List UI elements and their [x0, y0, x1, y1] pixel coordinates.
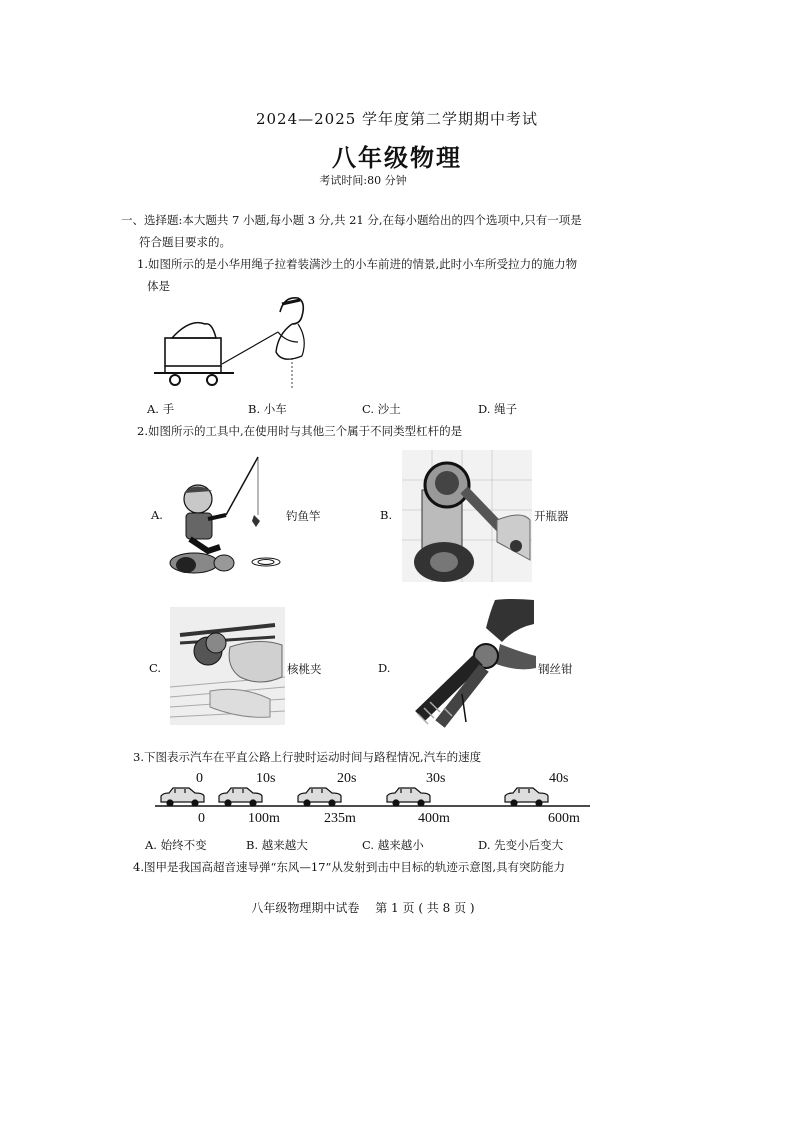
q2-option-a-letter: A.: [151, 508, 163, 522]
q3-option-c: C. 越来越小: [362, 838, 424, 852]
q2-option-b-letter: B.: [380, 508, 393, 522]
time-label-30s: 30s: [426, 771, 446, 786]
fishing-boy-image: [168, 455, 288, 580]
time-label-20s: 20s: [337, 771, 357, 786]
distance-label-0: 0: [198, 811, 205, 826]
q2-option-c-letter: C.: [149, 661, 162, 675]
q1-cart-figure: [150, 294, 320, 394]
q1-text-line2: 体是: [147, 279, 170, 293]
q1-option-b: B. 小车: [248, 402, 287, 416]
car-icon: [387, 788, 430, 806]
q4-text: 4.图甲是我国高超音速导弹“东风—17”从发射到击中目标的轨迹示意图,具有突防能力: [133, 860, 566, 874]
time-label-0: 0: [196, 771, 203, 786]
q1-option-a: A. 手: [147, 402, 175, 416]
car-icon: [161, 788, 204, 806]
subject-title: 八年级物理: [332, 143, 462, 172]
distance-label-235m: 235m: [324, 811, 356, 826]
distance-label-100m: 100m: [248, 811, 280, 826]
q3-option-a: A. 始终不变: [145, 838, 207, 852]
q2-text: 2.如图所示的工具中,在使用时与其他三个属于不同类型杠杆的是: [137, 424, 463, 438]
bottle-opener-image: [402, 450, 532, 582]
q2-option-d-letter: D.: [378, 661, 391, 675]
time-label-10s: 10s: [256, 771, 276, 786]
car-motion-diagram: [155, 784, 595, 810]
page-footer: 八年级物理期中试卷 第 1 页 ( 共 8 页 ): [251, 901, 475, 915]
distance-label-400m: 400m: [418, 811, 450, 826]
car-icon: [219, 788, 262, 806]
distance-label-600m: 600m: [548, 811, 580, 826]
q1-option-c: C. 沙土: [362, 402, 401, 416]
q3-option-b: B. 越来越大: [246, 838, 308, 852]
q2-tool-label-c: 核桃夹: [287, 662, 322, 676]
q3-option-d: D. 先变小后变大: [478, 838, 564, 852]
time-label-40s: 40s: [549, 771, 569, 786]
exam-title: 2024—2025 学年度第二学期期中考试: [255, 110, 539, 128]
q2-tool-label-a: 钓鱼竿: [286, 509, 321, 523]
exam-time: 考试时间:80 分钟: [319, 174, 407, 187]
q1-text-line1: 1.如图所示的是小华用绳子拉着装满沙土的小车前进的情景,此时小车所受拉力的施力物: [137, 257, 578, 271]
q1-option-d: D. 绳子: [478, 402, 518, 416]
section-instructions-line2: 符合题目要求的。: [139, 235, 231, 249]
car-icon: [298, 788, 341, 806]
nutcracker-image: [170, 607, 285, 725]
q2-tool-label-d: 钢丝钳: [538, 662, 573, 676]
car-icon: [505, 788, 548, 806]
section-instructions-line1: 一、选择题:本大题共 7 小题,每小题 3 分,共 21 分,在每小题给出的四个选项中,只有一项是: [121, 213, 582, 227]
q3-text: 3.下图表示汽车在平直公路上行驶时运动时间与路程情况,汽车的速度: [133, 750, 482, 764]
q2-tool-label-b: 开瓶器: [534, 509, 569, 523]
pliers-image: [400, 598, 538, 734]
